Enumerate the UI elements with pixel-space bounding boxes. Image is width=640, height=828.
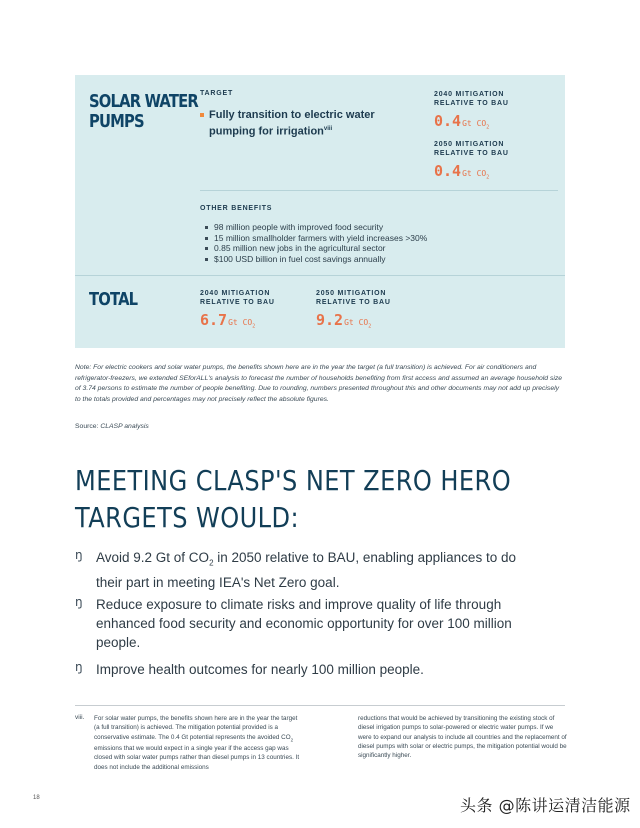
list-item: 0.85 million new jobs in the agricultural sector [205, 243, 427, 254]
benefits-list [205, 222, 427, 264]
footnote-number: viii. [75, 714, 85, 721]
page-number: 18 [33, 795, 40, 801]
watermark: 头条 @陈讲运清洁能源 [460, 796, 631, 815]
m2050-label: 2050 MITIGATION RELATIVE TO BAU [434, 141, 509, 157]
m2050-value: 0.4Gt $CO_2$ [434, 162, 490, 181]
target-text: Fully transition to electric water pumping for irrigation$^{viii}$ [209, 109, 375, 138]
item-text: Avoid 9.2 Gt of $CO_2$ in 2050 relative to BAU, enabling appliances to do their part in meeting IEA's Net Zero goal. [96, 550, 516, 590]
m2040-value: 0.4Gt $CO_2$ [434, 112, 490, 131]
m2040-label: 2040 MITIGATION RELATIVE TO BAU [434, 91, 509, 107]
list-item: $100 USD billion in fuel cost savings annually [205, 254, 427, 265]
bullet-icon: ŋ [75, 595, 83, 609]
list-item: 15 million smallholder farmers with yield increases >30% [205, 233, 427, 244]
footnote-column-1: For solar water pumps, the benefits shown here are in the year the target (a full transition) is achieved. The mitigation potential provided is a conservative estimate. The 0.4 Gt potential represents the avoided $CO_2$ emissions that we would expect in a single year if the access gap was closed with solar water pumps rather than diesel pumps in 13 countries. It does not include the additional emissions [94, 715, 300, 771]
panel-divider [200, 190, 558, 191]
solar-water-pumps-title: SOLAR WATER PUMPS [89, 91, 198, 132]
item-text: Reduce exposure to climate risks and improve quality of life through enhanced food security and economic opportunity for over 100 million people. [96, 597, 512, 650]
other-benefits-label: OTHER BENEFITS [200, 205, 273, 212]
target-label: TARGET [200, 90, 234, 97]
section-heading: MEETING CLASP'S NET ZERO HERO TARGETS WOULD: [75, 464, 512, 534]
panel-divider [75, 275, 565, 276]
footnote-column-2: reductions that would be achieved by transitioning the existing stock of diesel irrigation pumps to solar-powered or electric water pumps. If we were to expand our analysis to include all countries and the replacement of diesel pumps with solar or electric pumps, the mitigation potential would be significantly higher. [358, 715, 567, 760]
bullet-icon: ŋ [75, 548, 83, 562]
list-item: 98 million people with improved food security [205, 222, 427, 233]
total-2050-value: 9.2Gt $CO_2$ [316, 311, 372, 330]
total-2040-value: 6.7Gt $CO_2$ [200, 311, 256, 330]
source-line: Source: CLASP analysis [75, 423, 149, 430]
bullet-icon: ŋ [75, 660, 83, 674]
footnote-divider [75, 705, 565, 706]
target-bullet [200, 113, 204, 117]
total-title: TOTAL [89, 289, 138, 310]
item-text: Improve health outcomes for nearly 100 million people. [96, 662, 424, 677]
total-2050-label: 2050 MITIGATION RELATIVE TO BAU [316, 290, 391, 306]
total-2040-label: 2040 MITIGATION RELATIVE TO BAU [200, 290, 275, 306]
note-paragraph: Note: For electric cookers and solar water pumps, the benefits shown here are in the year the target (a full transition) is achieved. For air conditioners and refrigerator-freezers, we extended SEforALL's analysis to forecast the number of households benefiting from first access and assumed an average household size of 3.74 persons to estimate the number of people benefiting. Due to rounding, numbers presented throughout this and other documents may not add up precisely to the totals provided and percentages may not precisely reflect the absolute figures. [75, 364, 563, 403]
